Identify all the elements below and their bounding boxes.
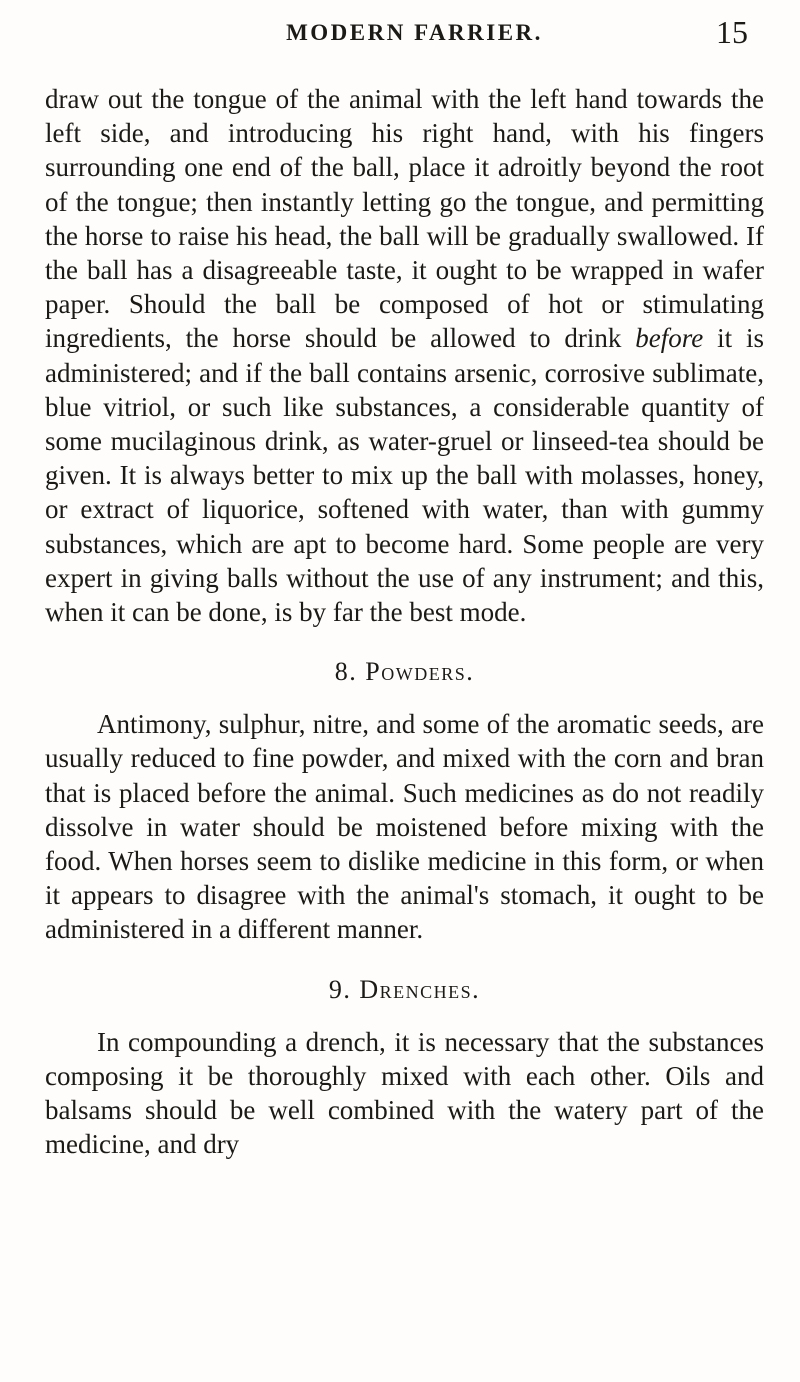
- section-heading-drenches: [45, 975, 764, 1005]
- paragraph-balls-continued: [45, 82, 764, 629]
- heading-text: 8. Powders.: [334, 657, 475, 687]
- running-title: MODERN FARRIER.: [286, 20, 543, 45]
- paragraph-text: draw out the tongue of the animal with the left hand towards the left side, and introducing his right hand, with his fingers surrounding one end of the ball, place it adroitly beyond the root of the tongue; then instantly letting go the tongue, and permitting the horse to raise his head, the ball will be gradually swallowed. If the ball has a disagreeable taste, it ought to be wrapped in wafer paper. Should the ball be composed of hot or stimulating ingredients, the horse should be allowed to drink: [45, 84, 764, 354]
- running-head: [45, 14, 764, 54]
- body-text: [45, 82, 764, 1161]
- paragraph-powders: Antimony, sulphur, nitre, and some of the aromatic seeds, are usually reduced to fine powder, and mixed with the corn and bran that is placed before the animal. Such medicines as do not readily dissolve in water should be moistened before mixing with the food. When horses seem to dislike medicine in this form, or when it appears to disagree with the animal's stomach, it ought to be administered in a different manner.: [45, 709, 764, 945]
- page-number: 15: [716, 14, 748, 50]
- section-heading-powders: [45, 657, 764, 687]
- paragraph-drenches: In compounding a drench, it is necessary that the substances composing it be thoroughly mixed with each other. Oils and balsams should be well combined with the watery part of the medicine, and dry: [45, 1026, 764, 1160]
- paragraph-text: it is administered; and if the ball contains arsenic, corrosive sublimate, blue vitriol, or such like substances, a considerable quantity of some mucilaginous drink, as water-gruel or linseed-tea should be given. It is always better to mix up the ball with molasses, honey, or extract of liquorice, softened with water, than with gummy substances, which are apt to become hard. Some people are very expert in giving balls without the use of any instrument; and this, when it can be done, is by far the best mode.: [45, 323, 765, 628]
- emphasis-before: before: [635, 323, 704, 354]
- heading-text: 9. Drenches.: [328, 974, 481, 1004]
